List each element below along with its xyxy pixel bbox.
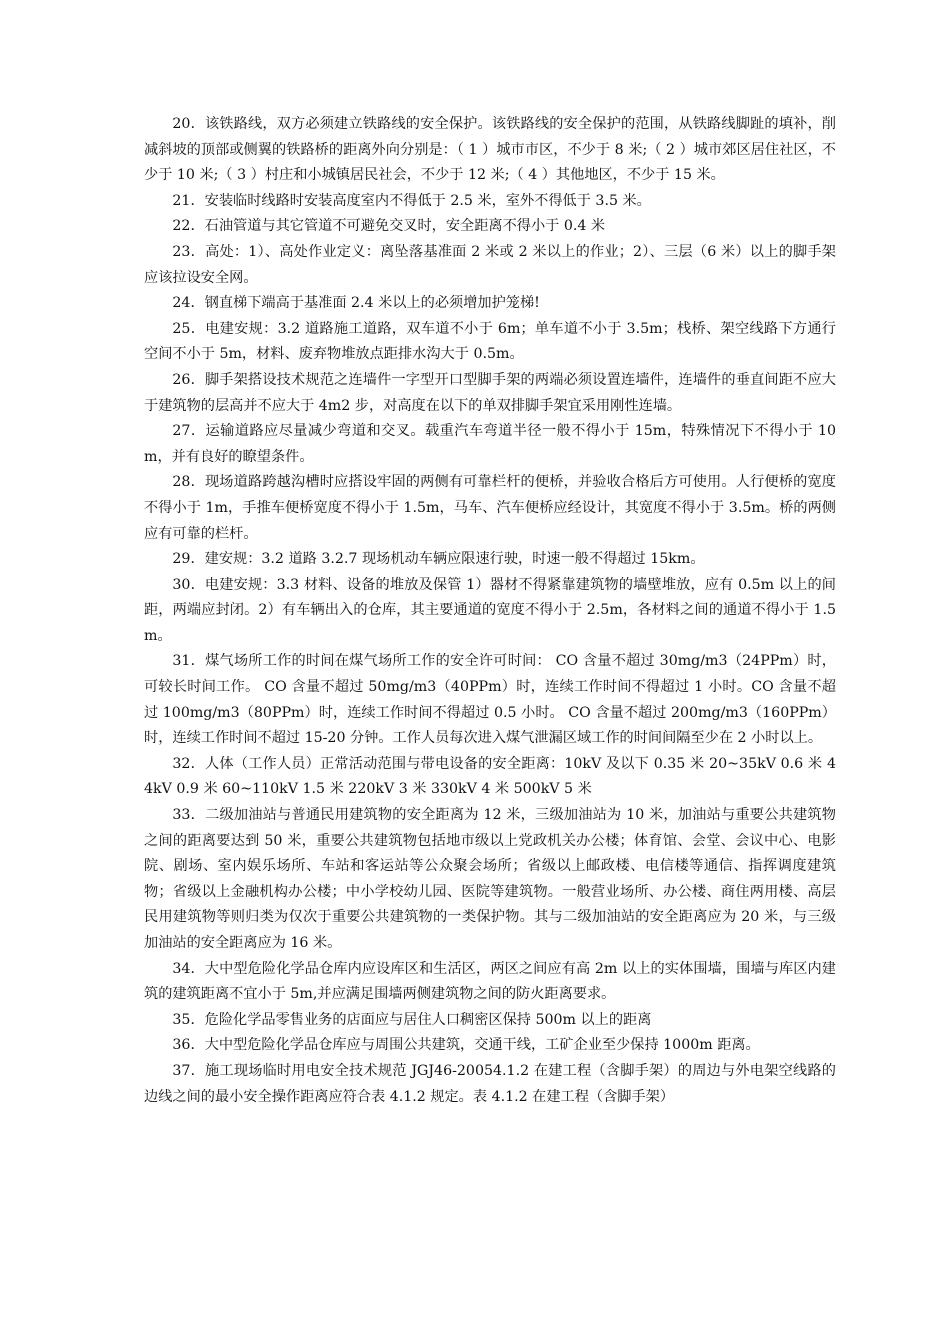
paragraph-36: 36．大中型危险化学品仓库应与周围公共建筑，交通干线，工矿企业至少保持 1000m 距离。 <box>172 1037 760 1054</box>
paragraph-22: 22．石油管道与其它管道不可避免交叉时，安全距离不得小于 0.4 米 <box>172 218 606 235</box>
paragraph-21: 21．安装临时线路时安装高度室内不得低于 2.5 米，室外不得低于 3.5 米。 <box>172 192 651 209</box>
document-page <box>144 112 836 1110</box>
paragraph-28: 28．现场道路跨越沟槽时应搭设牢固的两侧有可靠栏杆的便桥，并验收合格后方可使用。人行便桥的宽度不得小于 1m，手推车便桥宽度不得小于 1.5m，马车、汽车便桥应经设计，其宽度不得小于 3.5m。桥的两侧应有可靠的栏杆。 <box>144 474 836 542</box>
paragraph-32: 32．人体（工作人员）正常活动范围与带电设备的安全距离：10kV 及以下 0.35 米 20~35kV 0.6 米 44kV 0.9 米 60~110kV 1.5 米 220kV 3 米 330kV 4 米 500kV 5 米 <box>144 755 836 798</box>
paragraph-23: 23．高处：1）、高处作业定义：离坠落基准面 2 米或 2 米以上的作业；2）、三层（6 米）以上的脚手架应该拉设安全网。 <box>144 243 836 286</box>
paragraph-30: 30．电建安规：3.3 材料、设备的堆放及保管 1）器材不得紧靠建筑物的墙壁堆放，应有 0.5m 以上的间距，两端应封闭。2）有车辆出入的仓库，其主要通道的宽度不得小于 2.5m，各材料之间的通道不得小于 1.5m。 <box>144 576 836 644</box>
paragraph-26: 26．脚手架搭设技术规范之连墙件一字型开口型脚手架的两端必须设置连墙件，连墙件的垂直间距不应大于建筑物的层高并不应大于 4m2 步，对高度在以下的单双排脚手架宜采用刚性连墙。 <box>144 371 836 414</box>
paragraph-27: 27．运输道路应尽量减少弯道和交叉。载重汽车弯道半径一般不得小于 15m，特殊情况下不得小于 10m，并有良好的瞭望条件。 <box>144 423 836 465</box>
paragraph-29: 29．建安规：3.2 道路 3.2.7 现场机动车辆应限速行驶，时速一般不得超过 15km。 <box>172 551 705 568</box>
paragraph-37: 37．施工现场临时用电安全技术规范 JGJ46-20054.1.2 在建工程（含脚手架）的周边与外电架空线路的边线之间的最小安全操作距离应符合表 4.1.2 规定。表 4.1.2 在建工程（含脚手架） <box>144 1062 836 1105</box>
paragraph-31: 31．煤气场所工作的时间在煤气场所工作的安全许可时间： CO 含量不超过 30mg/m3（24PPm）时，可较长时间工作。 CO 含量不超过 50mg/m3（40PPm）时，连续工作时间不得超过 1 小时。CO 含量不超过 100mg/m3（80PPm）时，连续工作时间不得超过 0.5 小时。 CO 含量不超过 200mg/m3（160PPm）时，连续工作时间不超过 15-20 分钟。工作人员每次进入煤气泄漏区域工作的时间间隔至少在 2 小时以上。 <box>144 653 836 747</box>
paragraph-20: 20．该铁路线，双方必须建立铁路线的安全保护。该铁路线的安全保护的范围，从铁路线脚趾的填补，削减斜坡的顶部或侧翼的铁路桥的距离外向分别是：（ 1 ）城市市区，不少于 8 米;（ 2 ）城市郊区居住社区，不少于 10 米;（ 3 ）村庄和小城镇居民社会，不少于 12 米;（ 4 ）其他地区，不少于 15 米。 <box>144 116 836 184</box>
paragraph-35: 35．危险化学品零售业务的店面应与居住人口稠密区保持 500m 以上的距离 <box>172 1011 652 1028</box>
paragraph-34: 34．大中型危险化学品仓库内应设库区和生活区，两区之间应有高 2m 以上的实体围墙，围墙与库区内建筑的建筑距离不宜小于 5m,并应满足围墙两侧建筑物之间的防火距离要求。 <box>144 960 836 1003</box>
paragraph-24: 24．钢直梯下端高于基准面 2.4 米以上的必须增加护笼梯! <box>172 295 540 312</box>
paragraph-25: 25．电建安规：3.2 道路施工道路，双车道不小于 6m；单车道不小于 3.5m；栈桥、架空线路下方通行空间不小于 5m，材料、废弃物堆放点距排水沟大于 0.5m。 <box>144 320 836 363</box>
paragraph-33: 33．二级加油站与普通民用建筑物的安全距离为 12 米，三级加油站为 10 米，加油站与重要公共建筑物之间的距离要达到 50 米，重要公共建筑物包括地市级以上党政机关办公楼；体育馆、会堂、会议中心、电影院、剧场、室内娱乐场所、车站和客运站等公众聚会场所；省级以上邮政楼、电信楼等通信、指挥调度建筑物；省级以上金融机构办公楼；中小学校幼儿园、医院等建筑物。一般营业场所、办公楼、商住两用楼、高层民用建筑物等则归类为仅次于重要公共建筑物的一类保护物。其与二级加油站的安全距离应为 20 米，与三级加油站的安全距离应为 16 米。 <box>144 807 836 951</box>
